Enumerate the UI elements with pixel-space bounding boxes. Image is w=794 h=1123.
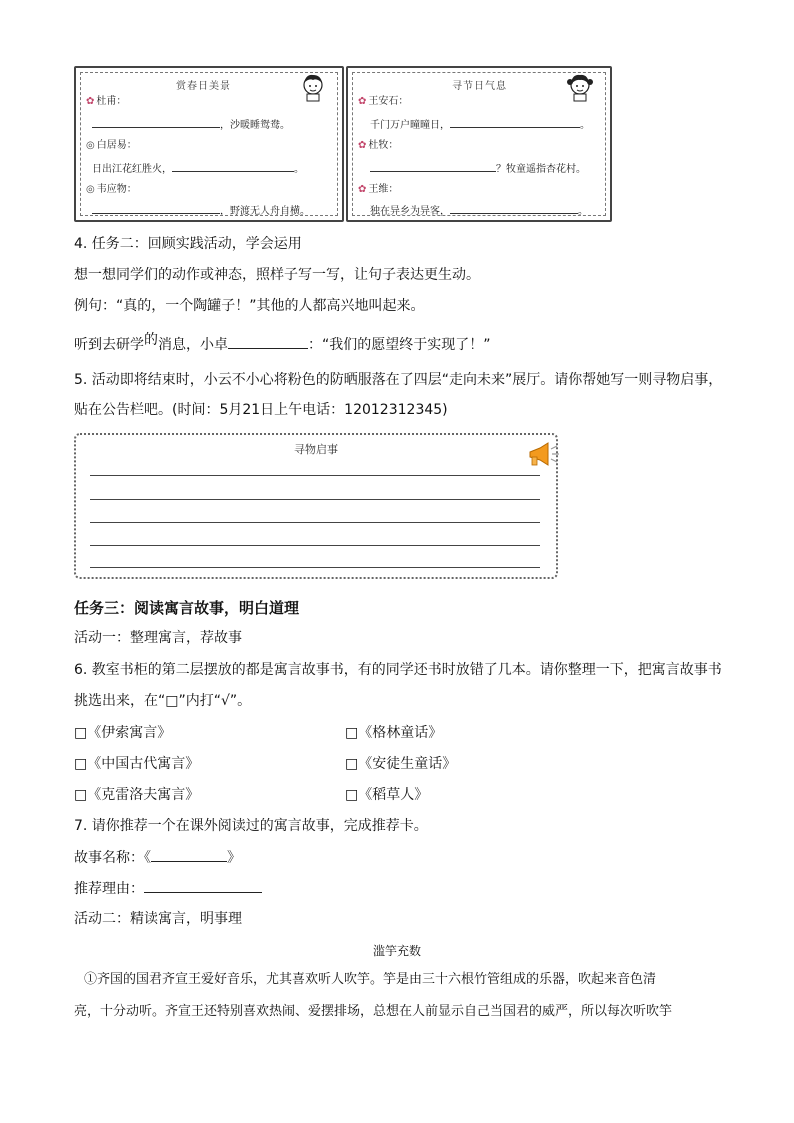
activity2: 活动二：精读寓言，明事理: [74, 911, 242, 927]
flower-icon: ✿: [358, 184, 367, 195]
poem-card-spring: [74, 66, 344, 222]
answer-blank[interactable]: [450, 117, 580, 128]
story-name-blank[interactable]: [151, 847, 227, 862]
flower-icon: ✿: [86, 96, 95, 107]
poet-name: ✿ 杜甫：: [86, 96, 127, 107]
poet-name: ◎ 白居易：: [86, 140, 137, 151]
circle-bullet-icon: ◎: [86, 184, 95, 195]
q7-line1: 7. 请你推荐一个在课外阅读过的寓言故事，完成推荐卡。: [74, 818, 428, 834]
answer-blank[interactable]: [450, 203, 578, 214]
book-option-checkbox[interactable]: □《稻草人》: [345, 787, 429, 803]
writing-line[interactable]: [90, 499, 540, 500]
activity1: 活动一：整理寓言，荐故事: [74, 630, 242, 646]
writing-line[interactable]: [90, 567, 540, 568]
verse-line: ，野渡无人舟自横。: [92, 202, 310, 217]
story-name-row: 故事名称：《 》: [74, 847, 241, 868]
book-option-checkbox[interactable]: □《安徒生童话》: [345, 756, 457, 772]
book-option-checkbox[interactable]: □《克雷洛夫寓言》: [74, 787, 200, 803]
verse-line: ？牧童遥指杏花村。: [370, 160, 586, 175]
verse-line: ，沙暖睡鸳鸯。: [92, 116, 290, 131]
circle-bullet-icon: ◎: [86, 140, 95, 151]
q6-line1: 6. 教室书柜的第二层摆放的都是寓言故事书，有的同学还书时放错了几本。请你整理一下，把寓言故事书: [74, 662, 722, 678]
passage-line: ①齐国的国君齐宣王爱好音乐，尤其喜欢听人吹竽。竽是由三十六根竹管组成的乐器，吹起来音色清: [84, 972, 657, 987]
writing-line[interactable]: [90, 475, 540, 476]
verse-line: 千门万户曈曈日， 。: [370, 116, 590, 131]
writing-line[interactable]: [90, 522, 540, 523]
book-option-checkbox[interactable]: □《中国古代寓言》: [74, 756, 200, 772]
poet-name: ✿ 杜牧：: [358, 140, 399, 151]
flower-icon: ✿: [358, 96, 367, 107]
poem-card-festival: [346, 66, 612, 222]
notice-title: 寻物启事: [294, 443, 338, 456]
task3-title: 任务三：阅读寓言故事，明白道理: [74, 599, 300, 617]
answer-blank[interactable]: [92, 117, 220, 128]
q4-title: 4. 任务二：回顾实践活动，学会运用: [74, 236, 302, 252]
answer-blank[interactable]: [228, 334, 308, 349]
poet-name: ✿ 王安石：: [358, 96, 409, 107]
card-title: 寻节日气息: [452, 81, 507, 92]
lost-notice-box: [74, 433, 558, 579]
flower-icon: ✿: [358, 140, 367, 151]
card-title: 赏春日美景: [176, 81, 231, 92]
megaphone-icon: [526, 441, 560, 469]
book-option-checkbox[interactable]: □《伊索寓言》: [74, 725, 172, 741]
q4-example: 例句：“真的，一个陶罐子！”其他的人都高兴地叫起来。: [74, 298, 425, 314]
answer-blank[interactable]: [172, 161, 294, 172]
reason-blank[interactable]: [144, 878, 262, 893]
book-option-checkbox[interactable]: □《格林童话》: [345, 725, 443, 741]
poet-name: ◎ 韦应物：: [86, 184, 137, 195]
verse-line: 独在异乡为异客， 。: [370, 202, 588, 217]
q5-line2: 贴在公告栏吧。(时间：5月21日上午电话：12012312345): [74, 402, 448, 418]
q4-instruction: 想一想同学们的动作或神态，照样子写一写，让句子表达更生动。: [74, 267, 480, 283]
answer-blank[interactable]: [92, 203, 220, 214]
passage-line: 亮，十分动听。齐宣王还特别喜欢热闹、爱摆排场，总想在人前显示自己当国君的威严，所以每次听吹竽: [74, 1004, 673, 1019]
passage-title: 滥竽充数: [372, 944, 421, 958]
girl-face-icon: [566, 72, 594, 102]
q4-prompt: 听到去研学的消息，小卓 ：“我们的愿望终于实现了！”: [74, 332, 491, 353]
answer-blank[interactable]: [370, 161, 496, 172]
boy-face-icon: [300, 72, 326, 102]
reason-row: 推荐理由：: [74, 878, 262, 899]
writing-line[interactable]: [90, 545, 540, 546]
poet-name: ✿ 王维：: [358, 184, 399, 195]
q5-line1: 5. 活动即将结束时，小云不小心将粉色的防晒服落在了四层“走向未来”展厅。请你帮她写一则寻物启事，: [74, 372, 723, 388]
verse-line: 日出江花红胜火， 。: [92, 160, 304, 175]
q6-line2: 挑选出来，在“□”内打“√”。: [74, 693, 252, 709]
